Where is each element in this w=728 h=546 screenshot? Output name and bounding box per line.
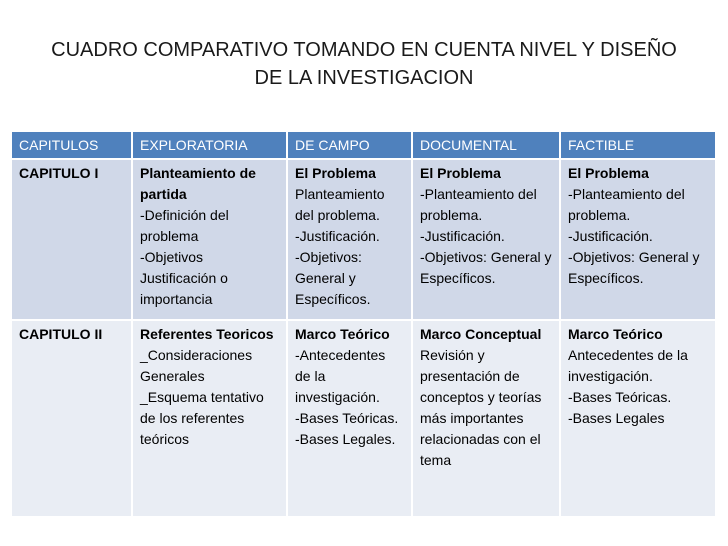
cell-line: -Bases Legales <box>568 410 665 426</box>
cell-line: Justificación o importancia <box>140 270 228 307</box>
cell-heading: Marco Teórico <box>295 326 390 342</box>
cell-line: -Bases Legales. <box>295 431 396 447</box>
table-row <box>12 320 715 516</box>
cell-line: -Justificación. <box>295 228 380 244</box>
cell-heading: El Problema <box>568 165 649 181</box>
table-header-row <box>12 132 715 159</box>
table-cell <box>287 320 412 516</box>
table-cell <box>412 159 560 320</box>
cell-line: -Objetivos: General y Específicos. <box>568 249 700 286</box>
header-documental: DOCUMENTAL <box>412 132 560 159</box>
cell-line: Antecedentes de la investigación. <box>568 347 688 384</box>
title-line-1: CUADRO COMPARATIVO TOMANDO EN CUENTA NIVEL Y DISEÑO <box>51 39 677 61</box>
header-exploratoria: EXPLORATORIA <box>132 132 287 159</box>
cell-heading: Marco Conceptual <box>420 326 542 342</box>
cell-line: -Justificación. <box>420 228 505 244</box>
title-line-2: DE LA INVESTIGACION <box>254 67 474 89</box>
cell-heading: Marco Teórico <box>568 326 663 342</box>
cell-line: Planteamiento del problema. <box>295 186 385 223</box>
cell-heading: El Problema <box>420 165 501 181</box>
cell-line: -Justificación. <box>568 228 653 244</box>
cell-line: -Objetivos: General y Específicos. <box>420 249 552 286</box>
comparison-table <box>12 132 715 516</box>
row-label: CAPITULO II <box>12 320 132 516</box>
header-de-campo: DE CAMPO <box>287 132 412 159</box>
cell-line: _Consideraciones Generales <box>140 347 253 384</box>
row-label: CAPITULO I <box>12 159 132 320</box>
cell-heading: Referentes Teoricos <box>140 326 274 342</box>
header-factible: FACTIBLE <box>560 132 715 159</box>
cell-line: -Definición del problema <box>140 207 229 244</box>
table-cell <box>560 159 715 320</box>
slide-title <box>20 36 708 92</box>
cell-line: -Objetivos: General y Específicos. <box>295 249 371 307</box>
cell-line: -Bases Teóricas. <box>568 389 672 405</box>
cell-line: -Objetivos <box>140 249 204 265</box>
cell-line: -Bases Teóricas. <box>295 410 399 426</box>
table-cell <box>132 320 287 516</box>
table-cell <box>132 159 287 320</box>
cell-line: -Planteamiento del problema. <box>568 186 685 223</box>
cell-line: -Antecedentes de la investigación. <box>295 347 386 405</box>
table-cell <box>287 159 412 320</box>
table-cell <box>560 320 715 516</box>
table-row <box>12 159 715 320</box>
cell-heading: Planteamiento de partida <box>140 165 256 202</box>
cell-line: -Planteamiento del problema. <box>420 186 537 223</box>
header-capitulos: CAPITULOS <box>12 132 132 159</box>
cell-line: Revisión y presentación de conceptos y teorías más importantes relacionadas con el tema <box>420 347 542 468</box>
table-cell <box>412 320 560 516</box>
cell-heading: El Problema <box>295 165 376 181</box>
cell-line: _Esquema tentativo de los referentes teóricos <box>140 389 264 447</box>
